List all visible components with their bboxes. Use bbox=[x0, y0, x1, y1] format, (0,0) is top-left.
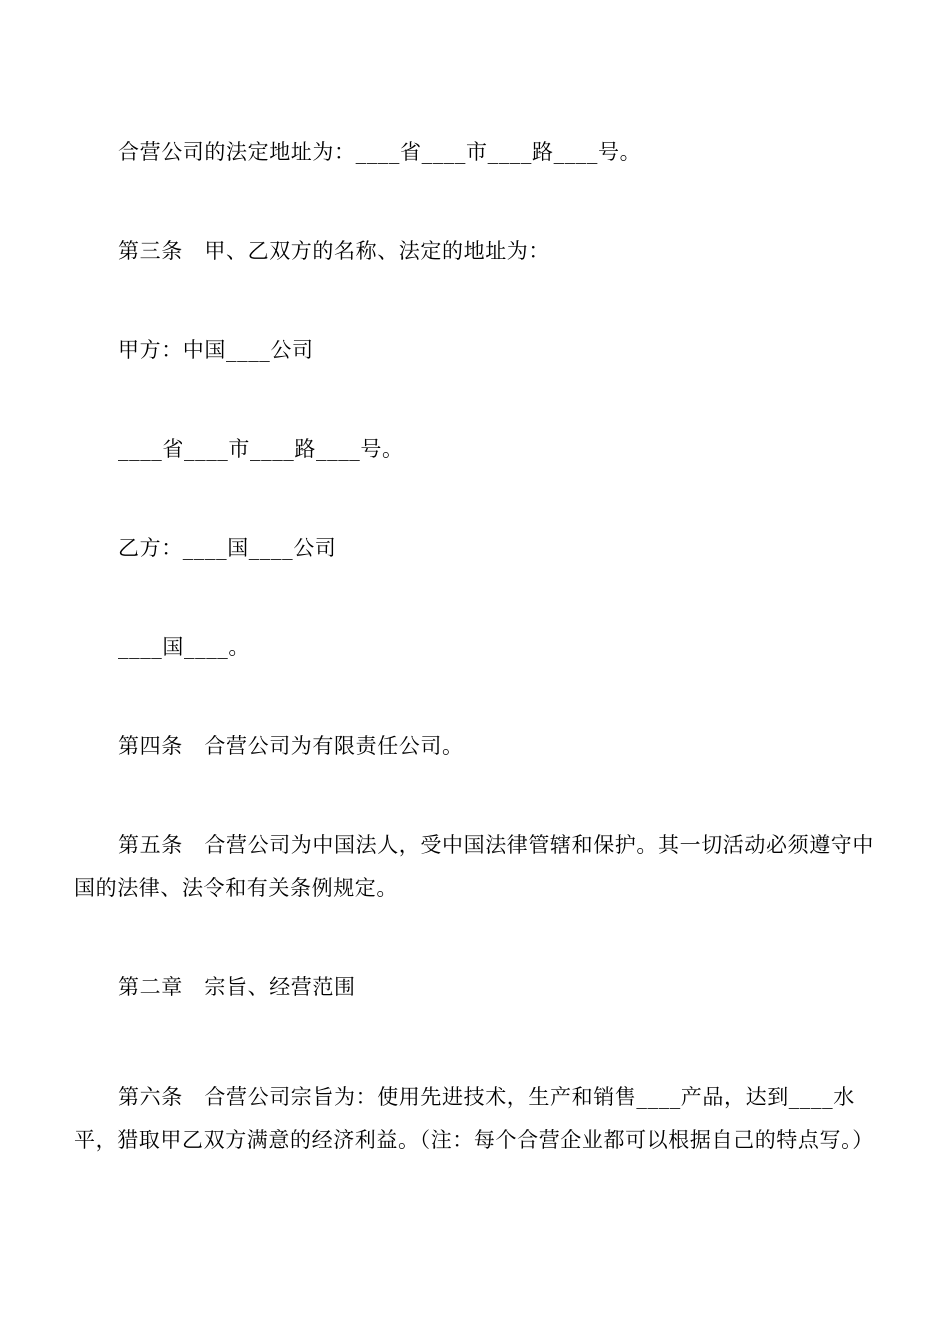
paragraph-article-4: 第四条 合营公司为有限责任公司。 bbox=[118, 734, 464, 758]
paragraph-party-b-address: ____国____。 bbox=[118, 635, 250, 659]
paragraph-legal-address: 合营公司的法定地址为：____省____市____路____号。 bbox=[118, 140, 642, 164]
chapter-2-heading: 第二章 宗旨、经营范围 bbox=[118, 975, 356, 999]
paragraph-article-5: 第五条 合营公司为中国法人，受中国法律管辖和保护。其一切活动必须遵守中国的法律、法令和有关条例规定。 bbox=[74, 833, 874, 900]
paragraph-party-a-name: 甲方：中国____公司 bbox=[118, 338, 314, 362]
paragraph-article-3: 第三条 甲、乙双方的名称、法定的地址为： bbox=[118, 239, 550, 263]
paragraph-party-a-address: ____省____市____路____号。 bbox=[118, 437, 404, 461]
paragraph-article-6: 第六条 合营公司宗旨为：使用先进技术，生产和销售____产品，达到____水平，猎取甲乙双方满意的经济利益。（注：每个合营企业都可以根据自己的特点写。） bbox=[74, 1085, 874, 1152]
paragraph-party-b-name: 乙方：____国____公司 bbox=[118, 536, 337, 560]
